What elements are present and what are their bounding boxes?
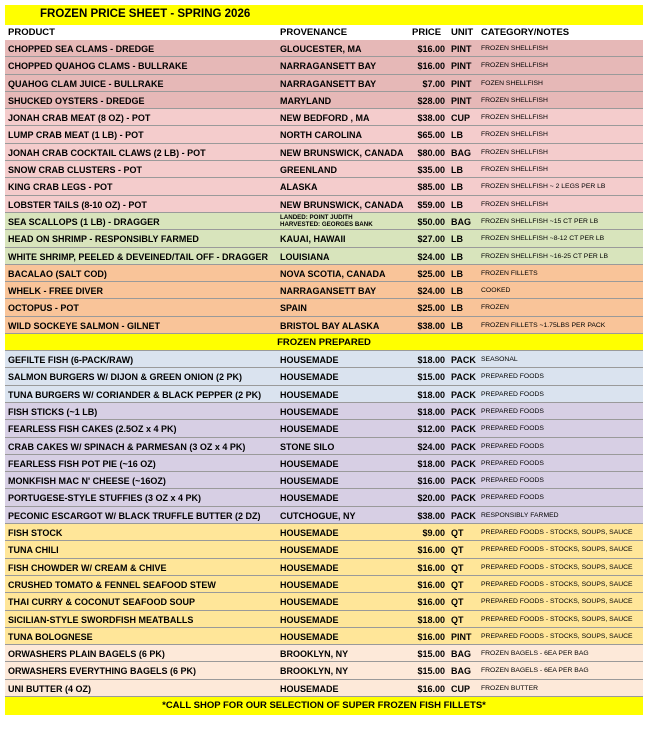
product-name: SICILIAN-STYLE SWORDFISH MEATBALLS (8, 614, 194, 625)
provenance: BRISTOL BAY ALASKA (280, 320, 380, 331)
unit: PACK (451, 458, 476, 469)
table-row (5, 576, 643, 593)
category-note: FROZEN BAGELS - 6EA PER BAG (481, 650, 589, 658)
table-row (5, 420, 643, 437)
category-note: FROZEN SHELLFISH (481, 131, 548, 139)
price: $38.00 (417, 113, 445, 124)
product-name: LOBSTER TAILS (8-10 OZ) - POT (8, 199, 147, 210)
category-note: FROZEN (481, 304, 509, 312)
table-row (5, 507, 643, 524)
product-name: SALMON BURGERS W/ DIJON & GREEN ONION (2 PK) (8, 372, 243, 383)
price: $85.00 (417, 182, 445, 193)
product-name: CHOPPED QUAHOG CLAMS - BULLRAKE (8, 61, 188, 72)
table-row (5, 662, 643, 679)
table-row (5, 248, 643, 265)
table-row (5, 196, 643, 213)
price: $16.00 (417, 631, 445, 642)
provenance: STONE SILO (280, 441, 335, 452)
provenance: HOUSEMADE (280, 597, 339, 608)
price: $18.00 (417, 614, 445, 625)
category-note: FROZEN SHELLFISH (481, 166, 548, 174)
category-note: FROZEN SHELLFISH (481, 114, 548, 122)
provenance (280, 214, 373, 228)
table-row (5, 593, 643, 610)
product-name: THAI CURRY & COCONUT SEAFOOD SOUP (8, 597, 196, 608)
table-row (5, 57, 643, 74)
provenance: CUTCHOGUE, NY (280, 510, 356, 521)
provenance: HOUSEMADE (280, 562, 339, 573)
unit: LB (451, 199, 463, 210)
category-note: PREPARED FOODS (481, 477, 544, 485)
provenance: NORTH CAROLINA (280, 130, 362, 141)
category-note: COOKED (481, 287, 511, 295)
provenance: SPAIN (280, 303, 307, 314)
unit: QT (451, 579, 464, 590)
unit: LB (451, 130, 463, 141)
price: $24.00 (417, 251, 445, 262)
price: $9.00 (422, 528, 445, 539)
unit: PACK (451, 476, 476, 487)
price: $15.00 (417, 666, 445, 677)
price: $16.00 (417, 597, 445, 608)
price: $50.00 (417, 216, 445, 227)
unit: LB (451, 268, 463, 279)
frozen-seafood-list (5, 40, 643, 334)
price: $25.00 (417, 268, 445, 279)
category-note: PREPARED FOODS (481, 459, 544, 467)
unit: LB (451, 303, 463, 314)
table-row (5, 40, 643, 57)
unit: QT (451, 528, 464, 539)
provenance: HOUSEMADE (280, 458, 339, 469)
provenance: HOUSEMADE (280, 389, 339, 400)
price: $18.00 (417, 458, 445, 469)
category-note: PREPARED FOODS (481, 373, 544, 381)
product-name: QUAHOG CLAM JUICE - BULLRAKE (8, 78, 164, 89)
unit: PINT (451, 95, 472, 106)
table-row (5, 351, 643, 368)
table-row (5, 161, 643, 178)
unit: PINT (451, 631, 472, 642)
category-note: FROZEN SHELLFISH ~16-25 CT PER LB (481, 252, 608, 260)
price: $16.00 (417, 545, 445, 556)
unit: LB (451, 234, 463, 245)
category-note: FROZEN SHELLFISH (481, 45, 548, 52)
product-name: WHITE SHRIMP, PEELED & DEVEINED/TAIL OFF - DRAGGER (8, 251, 269, 262)
provenance: HOUSEMADE (280, 614, 339, 625)
unit: LB (451, 286, 463, 297)
category-note: FROZEN FILLETS ~1.75LBS PER PACK (481, 321, 606, 329)
unit: BAG (451, 216, 471, 227)
provenance: HOUSEMADE (280, 528, 339, 539)
unit: PACK (451, 372, 476, 383)
provenance: NARRAGANSETT BAY (280, 286, 377, 297)
category-note: PREPARED FOODS - STOCKS, SOUPS, SAUCE (481, 632, 633, 640)
category-note: PREPARED FOODS - STOCKS, SOUPS, SAUCE (481, 546, 633, 554)
category-note: PREPARED FOODS - STOCKS, SOUPS, SAUCE (481, 598, 633, 606)
provenance: MARYLAND (280, 95, 332, 106)
category-note: FROZEN SHELLFISH (481, 96, 548, 104)
product-name: FEARLESS FISH POT PIE (~16 OZ) (8, 458, 156, 469)
table-row (5, 611, 643, 628)
category-note: FOZEN SHELLFISH (481, 79, 543, 87)
provenance: NARRAGANSETT BAY (280, 78, 377, 89)
provenance: GLOUCESTER, MA (280, 44, 362, 54)
product-name: FEARLESS FISH CAKES (2.5OZ x 4 PK) (8, 424, 177, 435)
category-note: PREPARED FOODS - STOCKS, SOUPS, SAUCE (481, 580, 633, 588)
category-note: PREPARED FOODS - STOCKS, SOUPS, SAUCE (481, 615, 633, 623)
provenance: HOUSEMADE (280, 545, 339, 556)
table-row (5, 75, 643, 92)
category-note: PREPARED FOODS (481, 425, 544, 433)
product-name: MONKFISH MAC N' CHEESE (~16OZ) (8, 476, 166, 487)
price: $28.00 (417, 95, 445, 106)
provenance: HOUSEMADE (280, 372, 339, 383)
product-name: KING CRAB LEGS - POT (8, 182, 113, 193)
unit: CUP (451, 113, 471, 124)
price: $12.00 (417, 424, 445, 435)
product-name: FISH STOCK (8, 528, 63, 539)
table-row (5, 282, 643, 299)
price-sheet (5, 5, 643, 715)
product-name: UNI BUTTER (4 OZ) (8, 683, 91, 694)
product-name: FISH CHOWDER W/ CREAM & CHIVE (8, 562, 167, 573)
category-note: FROZEN SHELLFISH (481, 62, 548, 70)
category-note: FROZEN SHELLFISH (481, 148, 548, 156)
category-note: FROZEN SHELLFISH ~8-12 CT PER LB (481, 235, 605, 243)
table-row (5, 144, 643, 161)
unit: PINT (451, 44, 472, 54)
provenance: HOUSEMADE (280, 476, 339, 487)
unit: PACK (451, 510, 476, 521)
section-frozen-prepared: FROZEN PREPARED (5, 334, 643, 351)
unit: BAG (451, 649, 471, 660)
frozen-prepared-list (5, 351, 643, 697)
price: $7.00 (422, 78, 445, 89)
unit: QT (451, 614, 464, 625)
table-row (5, 645, 643, 662)
product-name: BACALAO (SALT COD) (8, 268, 107, 279)
product-name: CHOPPED SEA CLAMS - DREDGE (8, 44, 155, 54)
unit: QT (451, 562, 464, 573)
provenance: NEW BRUNSWICK, CANADA (280, 147, 404, 158)
product-name: CRAB CAKES W/ SPINACH & PARMESAN (3 OZ x 4 PK) (8, 441, 246, 452)
product-name: ORWASHERS EVERYTHING BAGELS (6 PK) (8, 666, 197, 677)
unit: PACK (451, 406, 476, 417)
table-row (5, 317, 643, 334)
price: $25.00 (417, 303, 445, 314)
product-name: WHELK - FREE DIVER (8, 286, 104, 297)
product-name: OCTOPUS - POT (8, 303, 79, 314)
product-name: SEA SCALLOPS (1 LB) - DRAGGER (8, 216, 160, 227)
price: $24.00 (417, 441, 445, 452)
table-row (5, 438, 643, 455)
provenance: BROOKLYN, NY (280, 666, 349, 677)
product-name: FISH STICKS (~1 LB) (8, 406, 98, 417)
table-row (5, 680, 643, 697)
unit: PACK (451, 389, 476, 400)
table-row (5, 403, 643, 420)
table-row (5, 126, 643, 143)
category-note: PREPARED FOODS - STOCKS, SOUPS, SAUCE (481, 529, 633, 537)
product-name: TUNA BOLOGNESE (8, 631, 93, 642)
table-row (5, 472, 643, 489)
category-note: PREPARED FOODS - STOCKS, SOUPS, SAUCE (481, 563, 633, 571)
category-note: FROZEN FILLETS (481, 269, 538, 277)
product-name: TUNA BURGERS W/ CORIANDER & BLACK PEPPER (2 PK) (8, 389, 262, 400)
price: $27.00 (417, 234, 445, 245)
product-name: TUNA CHILI (8, 545, 59, 556)
price: $38.00 (417, 320, 445, 331)
product-name: LUMP CRAB MEAT (1 LB) - POT (8, 130, 144, 141)
unit: PACK (451, 493, 476, 504)
unit: CUP (451, 683, 471, 694)
table-row (5, 455, 643, 472)
table-row (5, 230, 643, 247)
provenance: HOUSEMADE (280, 406, 339, 417)
provenance: NARRAGANSETT BAY (280, 61, 377, 72)
category-note: FROZEN BAGELS - 6EA PER BAG (481, 667, 589, 675)
footer-note: *CALL SHOP FOR OUR SELECTION OF SUPER FROZEN FISH FILLETS* (5, 697, 643, 715)
category-note: FROZEN SHELLFISH ~15 CT PER LB (481, 217, 599, 225)
provenance: NEW BEDFORD , MA (280, 113, 370, 124)
provenance-line: LANDED: POINT JUDITH (280, 213, 353, 221)
provenance: KAUAI, HAWAII (280, 234, 346, 245)
table-row (5, 213, 643, 230)
price: $16.00 (417, 579, 445, 590)
product-name: ORWASHERS PLAIN BAGELS (6 PK) (8, 649, 165, 660)
table-row (5, 109, 643, 126)
category-note: RESPONSIBLY FARMED (481, 511, 559, 519)
unit: PACK (451, 441, 476, 452)
price: $20.00 (417, 493, 445, 504)
product-name: HEAD ON SHRIMP - RESPONSIBLY FARMED (8, 234, 199, 245)
category-note: FROZEN SHELLFISH ~ 2 LEGS PER LB (481, 183, 606, 191)
product-name: JONAH CRAB MEAT (8 OZ) - POT (8, 113, 151, 124)
table-row (5, 178, 643, 195)
unit: LB (451, 251, 463, 262)
provenance: HOUSEMADE (280, 493, 339, 504)
price: $18.00 (417, 406, 445, 417)
category-note: SEASONAL (481, 356, 518, 364)
unit: PACK (451, 355, 476, 366)
page-title: FROZEN PRICE SHEET - SPRING 2026 (40, 8, 251, 20)
category-note: PREPARED FOODS (481, 407, 544, 415)
price: $18.00 (417, 389, 445, 400)
price: $16.00 (417, 683, 445, 694)
column-headers (5, 25, 643, 40)
table-row (5, 92, 643, 109)
provenance: HOUSEMADE (280, 424, 339, 435)
provenance: HOUSEMADE (280, 579, 339, 590)
price: $24.00 (417, 286, 445, 297)
provenance: BROOKLYN, NY (280, 649, 349, 660)
unit: PINT (451, 78, 472, 89)
product-name: PECONIC ESCARGOT W/ BLACK TRUFFLE BUTTER (2 DZ) (8, 510, 261, 521)
unit: QT (451, 545, 464, 556)
title-bar (5, 5, 643, 25)
price: $15.00 (417, 372, 445, 383)
price: $65.00 (417, 130, 445, 141)
table-row (5, 299, 643, 316)
unit: PINT (451, 61, 472, 72)
provenance: NEW BRUNSWICK, CANADA (280, 199, 404, 210)
header-unit: UNIT (451, 27, 474, 38)
table-row (5, 489, 643, 506)
category-note: PREPARED FOODS (481, 494, 544, 502)
price: $15.00 (417, 649, 445, 660)
table-row (5, 368, 643, 385)
unit: BAG (451, 147, 471, 158)
table-row (5, 559, 643, 576)
category-note: FROZEN BUTTER (481, 684, 539, 692)
header-price: PRICE (412, 27, 442, 38)
price: $16.00 (417, 61, 445, 72)
provenance: HOUSEMADE (280, 631, 339, 642)
unit: BAG (451, 666, 471, 677)
unit: QT (451, 597, 464, 608)
category-note: PREPARED FOODS (481, 390, 544, 398)
table-row (5, 541, 643, 558)
unit: LB (451, 320, 463, 331)
price: $18.00 (417, 355, 445, 366)
product-name: SHUCKED OYSTERS - DREDGE (8, 95, 145, 106)
unit: LB (451, 165, 463, 176)
price: $35.00 (417, 165, 445, 176)
product-name: SNOW CRAB CLUSTERS - POT (8, 165, 142, 176)
table-row (5, 386, 643, 403)
provenance-line: HARVESTED: GEORGES BANK (280, 220, 373, 228)
price: $38.00 (417, 510, 445, 521)
price: $16.00 (417, 562, 445, 573)
table-row (5, 628, 643, 645)
header-provenance: PROVENANCE (280, 27, 348, 38)
product-name: PORTUGESE-STYLE STUFFIES (3 OZ x 4 PK) (8, 493, 202, 504)
product-name: CRUSHED TOMATO & FENNEL SEAFOOD STEW (8, 579, 216, 590)
table-row (5, 524, 643, 541)
provenance: HOUSEMADE (280, 355, 339, 366)
product-name: JONAH CRAB COCKTAIL CLAWS (2 LB) - POT (8, 147, 206, 158)
provenance: NOVA SCOTIA, CANADA (280, 268, 386, 279)
category-note: PREPARED FOODS (481, 442, 544, 450)
header-category: CATEGORY/NOTES (481, 27, 570, 38)
provenance: ALASKA (280, 182, 318, 193)
provenance: LOUISIANA (280, 251, 330, 262)
unit: PACK (451, 424, 476, 435)
header-product: PRODUCT (8, 27, 55, 38)
price: $80.00 (417, 147, 445, 158)
product-name: WILD SOCKEYE SALMON - GILNET (8, 320, 160, 331)
table-row (5, 265, 643, 282)
price: $16.00 (417, 476, 445, 487)
price: $16.00 (417, 44, 445, 54)
provenance: GREENLAND (280, 165, 338, 176)
product-name: GEFILTE FISH (6-PACK/RAW) (8, 355, 134, 366)
price: $59.00 (417, 199, 445, 210)
provenance: HOUSEMADE (280, 683, 339, 694)
unit: LB (451, 182, 463, 193)
category-note: FROZEN SHELLFISH (481, 200, 548, 208)
